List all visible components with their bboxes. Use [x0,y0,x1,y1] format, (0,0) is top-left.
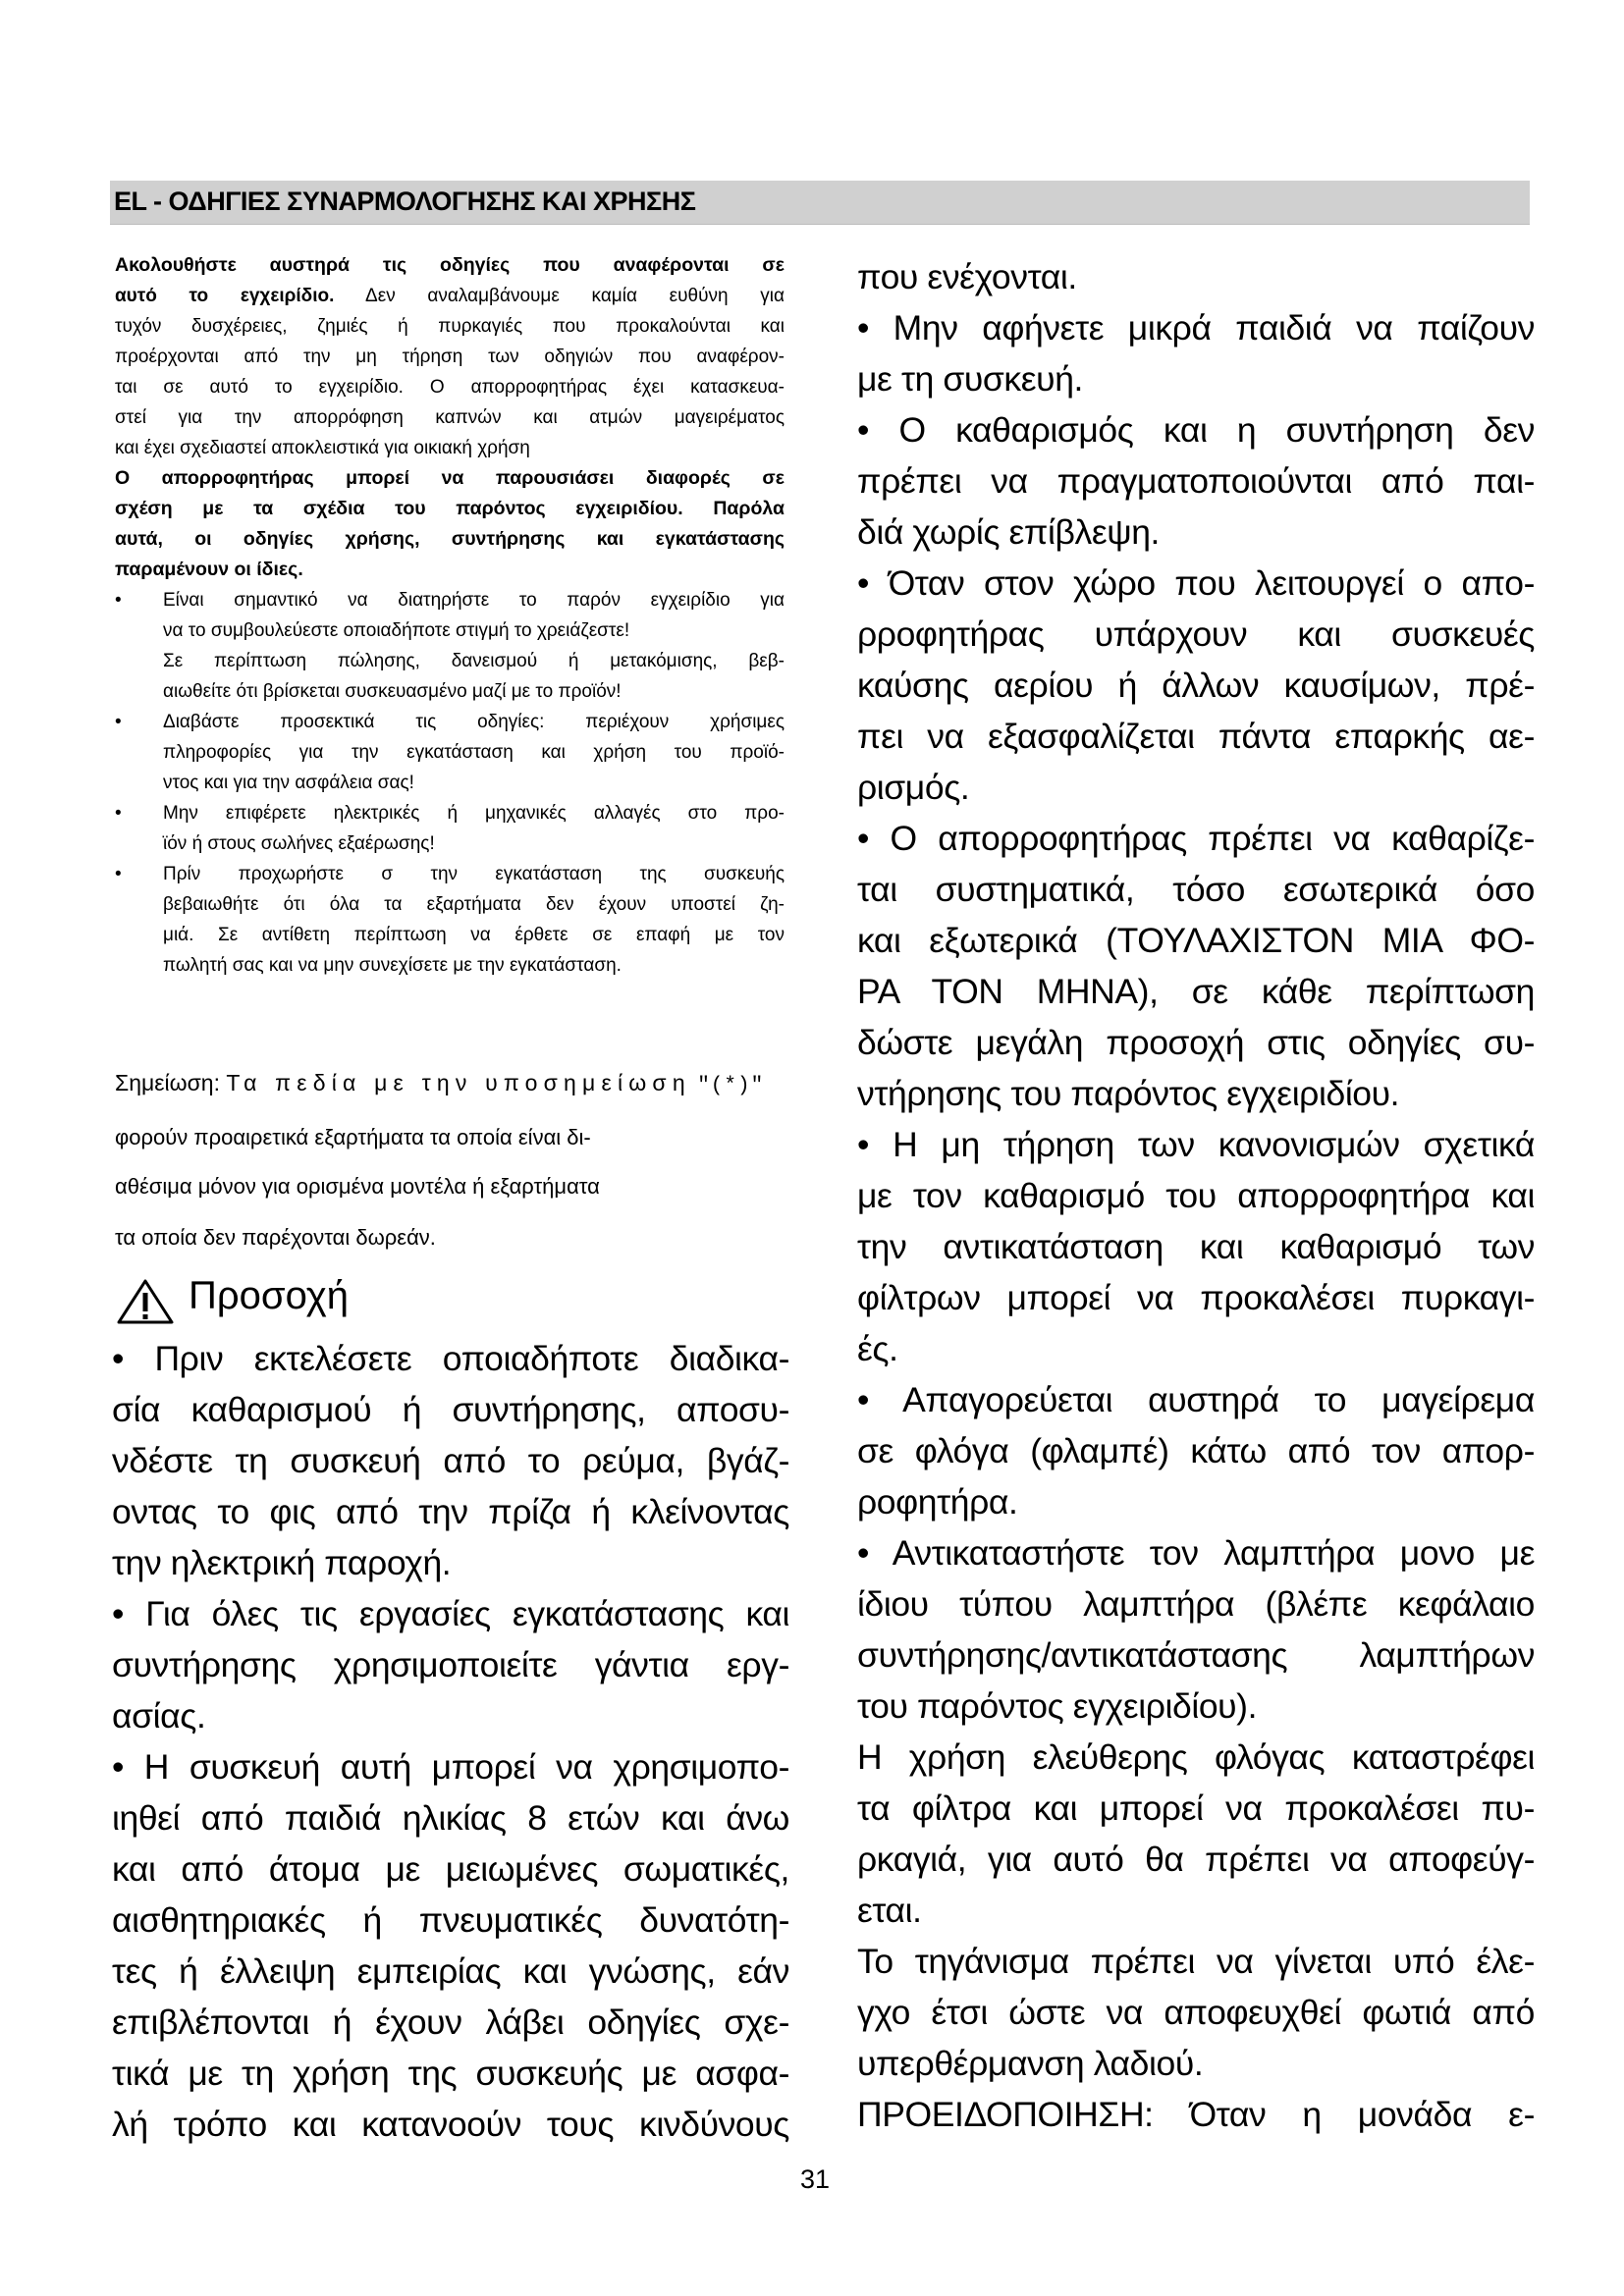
text-line: τες ή έλλειψη εμπειρίας και γνώσης, εάν [112,1951,789,1991]
text-line: λή τρόπο και κατανοούν τους κινδύνους [112,2105,789,2144]
text-line: ται συστηματικά, τόσο εσωτερικά όσο [857,870,1535,909]
intro-block [115,250,785,981]
text-line: ρισμός. [857,768,970,807]
list-item-line: πληροφορίες για την εγκατάσταση και χρήση του προϊό- [163,742,785,763]
text-line: την αντικατάσταση και καθαρισμό των [857,1227,1535,1266]
intro-line: στεί για την απορρόφηση καπνών και ατμών μαγειρέματος [115,407,785,428]
note-line: αθέσιμα μόνον για ορισμένα μοντέλα ή εξαρτήματα [115,1174,600,1199]
text-line: σία καθαρισμού ή συντήρησης, αποσυ- [112,1390,789,1429]
text-line: • Η συσκευή αυτή μπορεί να χρησιμοπο- [112,1747,789,1787]
list-item-line: ϊόν ή στους σωλήνες εξαέρωσης! [163,833,435,854]
text-line: καύσης αερίου ή άλλων καυσίμων, πρέ- [857,666,1535,705]
list-item-line: Είναι σημαντικό να διατηρήστε το παρόν εγχειρίδιο για [163,590,785,611]
list-item-line: βεβαιωθήτε ότι όλα τα εξαρτήματα δεν έχουν υποστεί ζη- [163,894,785,915]
bullet-icon: • [115,803,122,824]
intro-bold-phrase: αυτό το εγχειρίδιο. [115,286,335,306]
list-item-line: Πρίν προχωρήστε σ την εγκατάσταση της συσκευής [163,864,785,884]
text-line: • Για όλες τις εργασίες εγκατάστασης και [112,1594,789,1633]
text-line: ΡΑ ΤΟΝ ΜΗΝΑ), σε κάθε περίπτωση [857,972,1535,1011]
text-line: ροφητήρα. [857,1482,1018,1522]
list-item [115,798,785,859]
list-item-line: Μην επιφέρετε ηλεκτρικές ή μηχανικές αλλαγές στο προ- [163,803,785,824]
right-large-text [857,251,1535,2140]
note-line: τα οποία δεν παρέχονται δωρεάν. [115,1225,436,1250]
text-line: τικά με τη χρήση της συσκευής με ασφα- [112,2054,789,2093]
text-line: οντας το φις από την πρίζα ή κλείνοντας [112,1492,789,1531]
text-line: Η χρήση ελεύθερης φλόγας καταστρέφει [857,1737,1535,1777]
intro-line: και έχει σχεδιαστεί αποκλειστικά για οικιακή χρήση [115,438,530,458]
intro-line: Ακολουθήστε αυστηρά τις οδηγίες που αναφέρονται σε [115,254,785,276]
text-line: υπερθέρμανση λαδιού. [857,2044,1204,2083]
text-line: φίλτρων μπορεί να προκαλέσει πυρκαγι- [857,1278,1535,1317]
text-line: την ηλεκτρική παροχή. [112,1543,452,1582]
text-line: διά χωρίς επίβλεψη. [857,512,1160,552]
section-header [110,181,1530,225]
section-title: EL - ΟΔΗΓΙΕΣ ΣΥΝΑΡΜΟΛΟΓΗΣΗΣ ΚΑΙ ΧΡΗΣΗΣ [114,187,696,216]
intro-line [115,281,785,311]
text-line: ντήρησης του παρόντος εγχειριδίου. [857,1074,1400,1113]
intro-phrase: Δεν αναλαμβάνουμε καμία ευθύνη για [334,286,785,306]
note-mark: "(*)" [697,1075,765,1097]
intro-line: Ο απορροφητήρας μπορεί να παρουσιάσει διαφορές σε [115,467,785,489]
bullet-icon: • [115,864,122,884]
text-line: συντήρησης χρησιμοποιείτε γάντια εργ- [112,1645,789,1684]
text-line: ίδιου τύπου λαμπτήρα (βλέπε κεφάλαιο [857,1584,1535,1624]
text-line: ΠΡΟΕΙΔΟΠΟΙΗΣΗ: Όταν η μονάδα ε- [857,2095,1535,2134]
text-line: τα φίλτρα και μπορεί να προκαλέσει πυ- [857,1789,1535,1828]
list-item-line: να το συμβουλεύεστε οποιαδήποτε στιγμή το χρειάζεστε! [163,620,630,641]
note-text: Τα πεδία με την υποσημείωση [226,1070,691,1095]
text-line: πει να εξασφαλίζεται πάντα επαρκής αε- [857,717,1535,756]
text-line: συντήρησης/αντικατάστασης λαμπτήρων [857,1635,1535,1675]
text-line: και από άτομα με μειωμένες σωματικές, [112,1849,789,1889]
text-line: που ενέχονται. [857,257,1077,296]
bullet-icon: • [115,712,122,732]
text-line: νδέστε τη συσκευή από το ρεύμα, βγάζ- [112,1441,789,1480]
text-line: ές. [857,1329,898,1368]
text-line: και εξωτερικά (ΤΟΥΛΑΧΙΣΤΟΝ ΜΙΑ ΦΟ- [857,921,1535,960]
text-line: • Απαγορεύεται αυστηρά το μαγείρεμα [857,1380,1535,1419]
list-item-line: ντος και για την ασφάλεια σας! [163,773,414,793]
text-line: με τον καθαρισμό του απορροφητήρα και [857,1176,1535,1215]
list-item [115,859,785,981]
left-large-text [112,1333,789,2150]
text-line: ιηθεί από παιδιά ηλικίας 8 ετών και άνω [112,1798,789,1838]
page-number: 31 [799,2164,831,2194]
list-item-line: πωλητή σας και να μην συνεχίσετε με την εγκατάσταση. [163,955,622,976]
text-line: πρέπει να πραγματοποιούνται από παι- [857,461,1535,501]
bullet-icon: • [115,590,122,611]
note-line: φορούν προαιρετικά εξαρτήματα τα οποία είναι δι- [115,1125,591,1149]
text-line: • Η μη τήρηση των κανονισμών σχετικά [857,1125,1535,1164]
text-line: του παρόντος εγχειριδίου). [857,1686,1258,1726]
text-line: ασίας. [112,1696,206,1735]
text-line: ρκαγιά, για αυτό θα πρέπει να αποφεύγ- [857,1840,1535,1879]
text-line: • Ο απορροφητήρας πρέπει να καθαρίζε- [857,819,1535,858]
list-item-line: Διαβάστε προσεκτικά τις οδηγίες: περιέχουν χρήσιμες [163,712,785,732]
text-line: σε φλόγα (φλαμπέ) κάτω από τον απορ- [857,1431,1535,1470]
text-line: • Μην αφήνετε μικρά παιδιά να παίζουν [857,308,1535,347]
text-line: αισθητηριακές ή πνευματικές δυνατότη- [112,1900,789,1940]
text-line: επιβλέπονται ή έχουν λάβει οδηγίες σχε- [112,2002,789,2042]
note-line [115,1070,764,1097]
list-item [115,585,785,707]
caution-title: Προσοχή [189,1274,349,1317]
text-line: • Αντικαταστήστε τον λαμπτήρα μονο με [857,1533,1535,1573]
text-line: • Πριν εκτελέσετε οποιαδήποτε διαδικα- [112,1339,789,1378]
intro-line: παραμένουν οι ίδιες. [115,559,303,580]
intro-line: σχέση με τα σχέδια του παρόντος εγχειριδίου. Παρόλα [115,498,785,519]
list-item-line: μιά. Σε αντίθετη περίπτωση να έρθετε σε επαφή με τον [163,925,785,945]
text-line: γχο έτσι ώστε να αποφευχθεί φωτιά από [857,1993,1535,2032]
intro-line: αυτά, οι οδηγίες χρήσης, συντήρησης και εγκατάστασης [115,528,785,550]
text-line: • Ο καθαρισμός και η συντήρηση δεν [857,410,1535,450]
warning-triangle-icon [116,1278,175,1325]
note-label: Σημείωση: [115,1070,220,1095]
intro-line: ται σε αυτό το εγχειρίδιο. Ο απορροφητήρας έχει κατασκευα- [115,377,785,398]
text-line: ρροφητήρας υπάρχουν και συσκευές [857,614,1535,654]
text-line: δώστε μεγάλη προσοχή στις οδηγίες συ- [857,1023,1535,1062]
text-line: εται. [857,1891,922,1930]
intro-line: τυχόν δυσχέρειες, ζημιές ή πυρκαγιές που προκαλούνται και [115,316,785,337]
intro-line: προέρχονται από την μη τήρηση των οδηγιών που αναφέρον- [115,347,785,367]
text-line: Το τηγάνισμα πρέπει να γίνεται υπό έλε- [857,1942,1535,1981]
list-item-line: αιωθείτε ότι βρίσκεται συσκευασμένο μαζί με το προϊόν! [163,681,622,702]
text-line: με τη συσκευή. [857,359,1084,399]
text-line: • Όταν στον χώρο που λειτουργεί ο απο- [857,563,1535,603]
list-item [115,707,785,798]
list-item-line: Σε περίπτωση πώλησης, δανεισμού ή μετακόμισης, βεβ- [163,651,785,671]
